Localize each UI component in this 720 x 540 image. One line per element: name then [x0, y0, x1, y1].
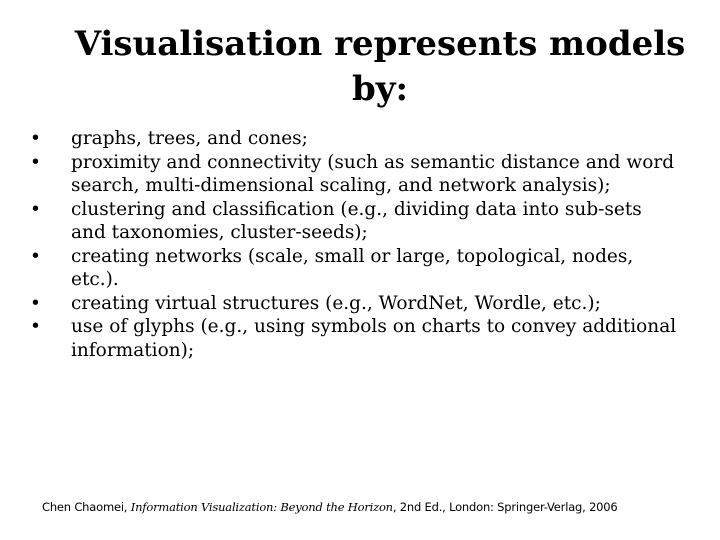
bullet-text-2: proximity and connectivity (such as semantic distance and word search, multi-dimensional scaling, and network analysis);: [71, 151, 675, 196]
citation-publication: , 2nd Ed., London: Springer-Verlag, 2006: [392, 500, 618, 514]
bullet-text-4: creating networks (scale, small or large, topological, nodes, etc.).: [71, 245, 634, 290]
bullet-text-1: graphs, trees, and cones;: [71, 128, 308, 149]
citation: [42, 499, 702, 515]
slide-title-line-2: by:: [351, 69, 409, 109]
bullet-icon: •: [30, 292, 41, 314]
slide-title-line-1: Visualisation represents models: [74, 24, 686, 64]
bullet-text-6: use of glyphs (e.g., using symbols on charts to convey additional information);: [71, 316, 677, 361]
citation-author: Chen Chaomei,: [42, 500, 131, 514]
slide-title: [40, 22, 720, 112]
bullet-icon: •: [30, 198, 41, 220]
bullet-text-5: creating virtual structures (e.g., WordNet, Wordle, etc.);: [71, 292, 601, 314]
bullet-list: [30, 127, 678, 362]
bullet-icon: •: [30, 316, 41, 337]
bullet-text-3: clustering and classification (e.g., dividing data into sub-sets and taxonomies, cluster-seeds);: [71, 198, 642, 243]
bullet-item-4: [30, 245, 678, 292]
bullet-item-6: [30, 315, 678, 362]
bullet-item-2: [30, 151, 678, 198]
bullet-icon: •: [30, 151, 41, 173]
bullet-icon: •: [30, 245, 41, 267]
bullet-icon: •: [30, 128, 41, 149]
citation-book-title: Information Visualization: Beyond the Horizon: [130, 500, 393, 514]
bullet-item-5: [30, 292, 678, 316]
bullet-item-1: [30, 127, 678, 151]
bullet-item-3: [30, 198, 678, 245]
